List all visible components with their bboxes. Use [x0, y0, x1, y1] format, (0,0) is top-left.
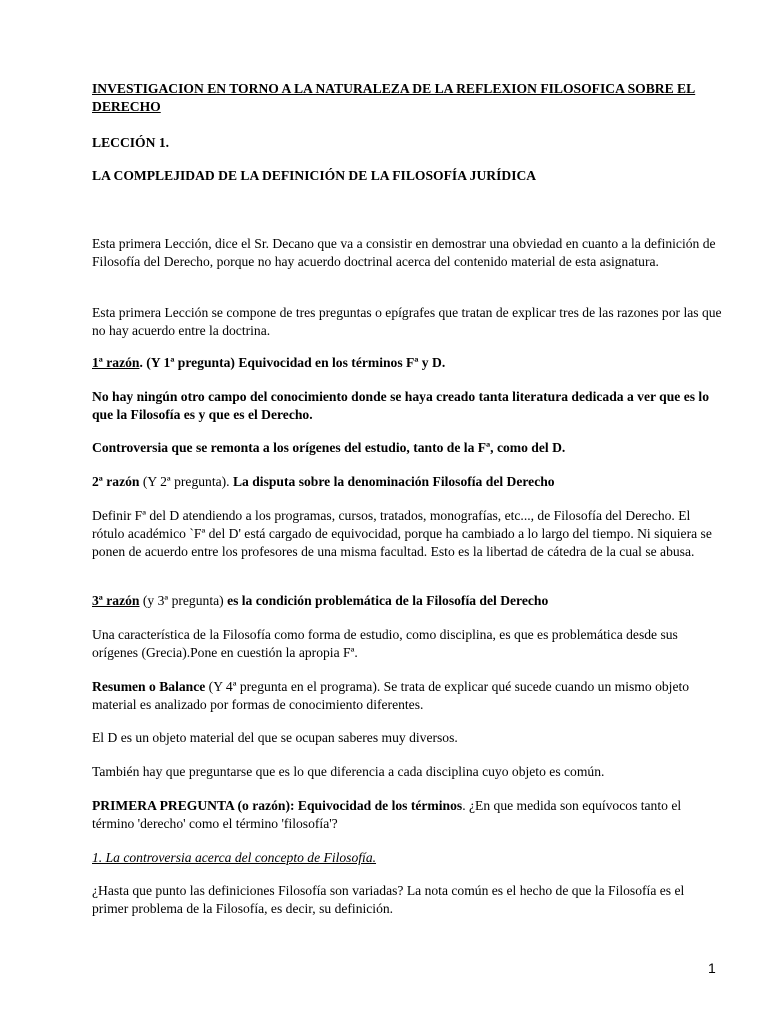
first-question-label: PRIMERA PREGUNTA (o razón): Equivocidad de los términos: [92, 798, 463, 813]
paragraph-definitions: ¿Hasta que punto las definiciones Filosofía son variadas? La nota común es el hecho de que la Filosofía es el primer problema de la Filosofía, es decir, su definición.: [92, 883, 685, 916]
summary-label: Resumen o Balance: [92, 679, 206, 694]
paragraph-object: El D es un objeto material del que se ocupan saberes muy diversos.: [92, 730, 458, 745]
first-question-text: . ¿En que medida son equívocos tanto el término 'derecho' como el término 'filosofía'?: [92, 798, 682, 831]
reason-2-text: La disputa sobre la denominación Filosofía del Derecho: [232, 474, 555, 489]
paragraph-literature: No hay ningún otro campo del conocimiento donde se haya creado tanta literatura dedicada a ver que es lo que la Filosofía es y que es el Derecho.: [92, 389, 710, 422]
reason-1-text: . (Y 1ª pregunta) Equivocidad en los términos Fª y D.: [139, 355, 446, 370]
reason-2-label: 2ª razón: [92, 474, 140, 489]
reason-3-label: 3ª razón: [92, 593, 140, 608]
reason-2-mid: (Y 2ª pregunta).: [139, 474, 233, 489]
paragraph-difference: También hay que preguntarse que es lo que diferencia a cada disciplina cuyo objeto es común.: [92, 764, 605, 779]
reason-3-mid: (y 3ª pregunta): [139, 593, 228, 608]
lesson-title: LA COMPLEJIDAD DE LA DEFINICIÓN DE LA FILOSOFÍA JURÍDICA: [92, 168, 537, 183]
first-question-paragraph: [92, 797, 722, 833]
reason-3-text: es la condición problemática de la Filosofía del Derecho: [227, 593, 549, 608]
paragraph-intro: Esta primera Lección, dice el Sr. Decano que va a consistir en demostrar una obviedad en cuanto a la definición de Filosofía del Derecho, porque no hay acuerdo doctrinal acerca del contenido material de esta asignatura.: [92, 236, 716, 269]
page-number: 1: [708, 960, 716, 976]
reason-1-label: 1ª razón: [92, 355, 140, 370]
lesson-heading: LECCIÓN 1.: [92, 135, 170, 150]
paragraph-define: Definir Fª del D atendiendo a los programas, cursos, tratados, monografías, etc..., de Filosofía del Derecho. El rótulo académico `Fª del D' está cargado de equivocidad, porque ha cambiado a lo largo del tiempo. Ni siquiera se ponen de acuerdo entre los profesores de una misma facultad. Esto es la libertad de cátedra de la cual se abusa.: [92, 508, 712, 559]
summary-text: (Y 4ª pregunta en el programa). Se trata de explicar qué sucede cuando un mismo objeto material es analizado por formas de conocimiento diferentes.: [92, 679, 690, 712]
section-heading: 1. La controversia acerca del concepto de Filosofía.: [92, 850, 377, 865]
reason-3-heading: [92, 592, 722, 610]
document-title: INVESTIGACION EN TORNO A LA NATURALEZA DE LA REFLEXION FILOSOFICA SOBRE EL DERECHO: [92, 81, 696, 114]
reason-1-heading: [92, 354, 722, 372]
paragraph-structure: Esta primera Lección se compone de tres preguntas o epígrafes que tratan de explicar tres de las razones por las que no hay acuerdo entre la doctrina.: [92, 305, 722, 338]
reason-2-heading: [92, 473, 722, 491]
summary-paragraph: [92, 678, 722, 714]
paragraph-problematic: Una característica de la Filosofía como forma de estudio, como disciplina, es que es problemática desde sus orígenes (Grecia).Pone en cuestión la apropia Fª.: [92, 627, 678, 660]
paragraph-controversy: Controversia que se remonta a los orígenes del estudio, tanto de la Fª, como del D.: [92, 440, 566, 455]
